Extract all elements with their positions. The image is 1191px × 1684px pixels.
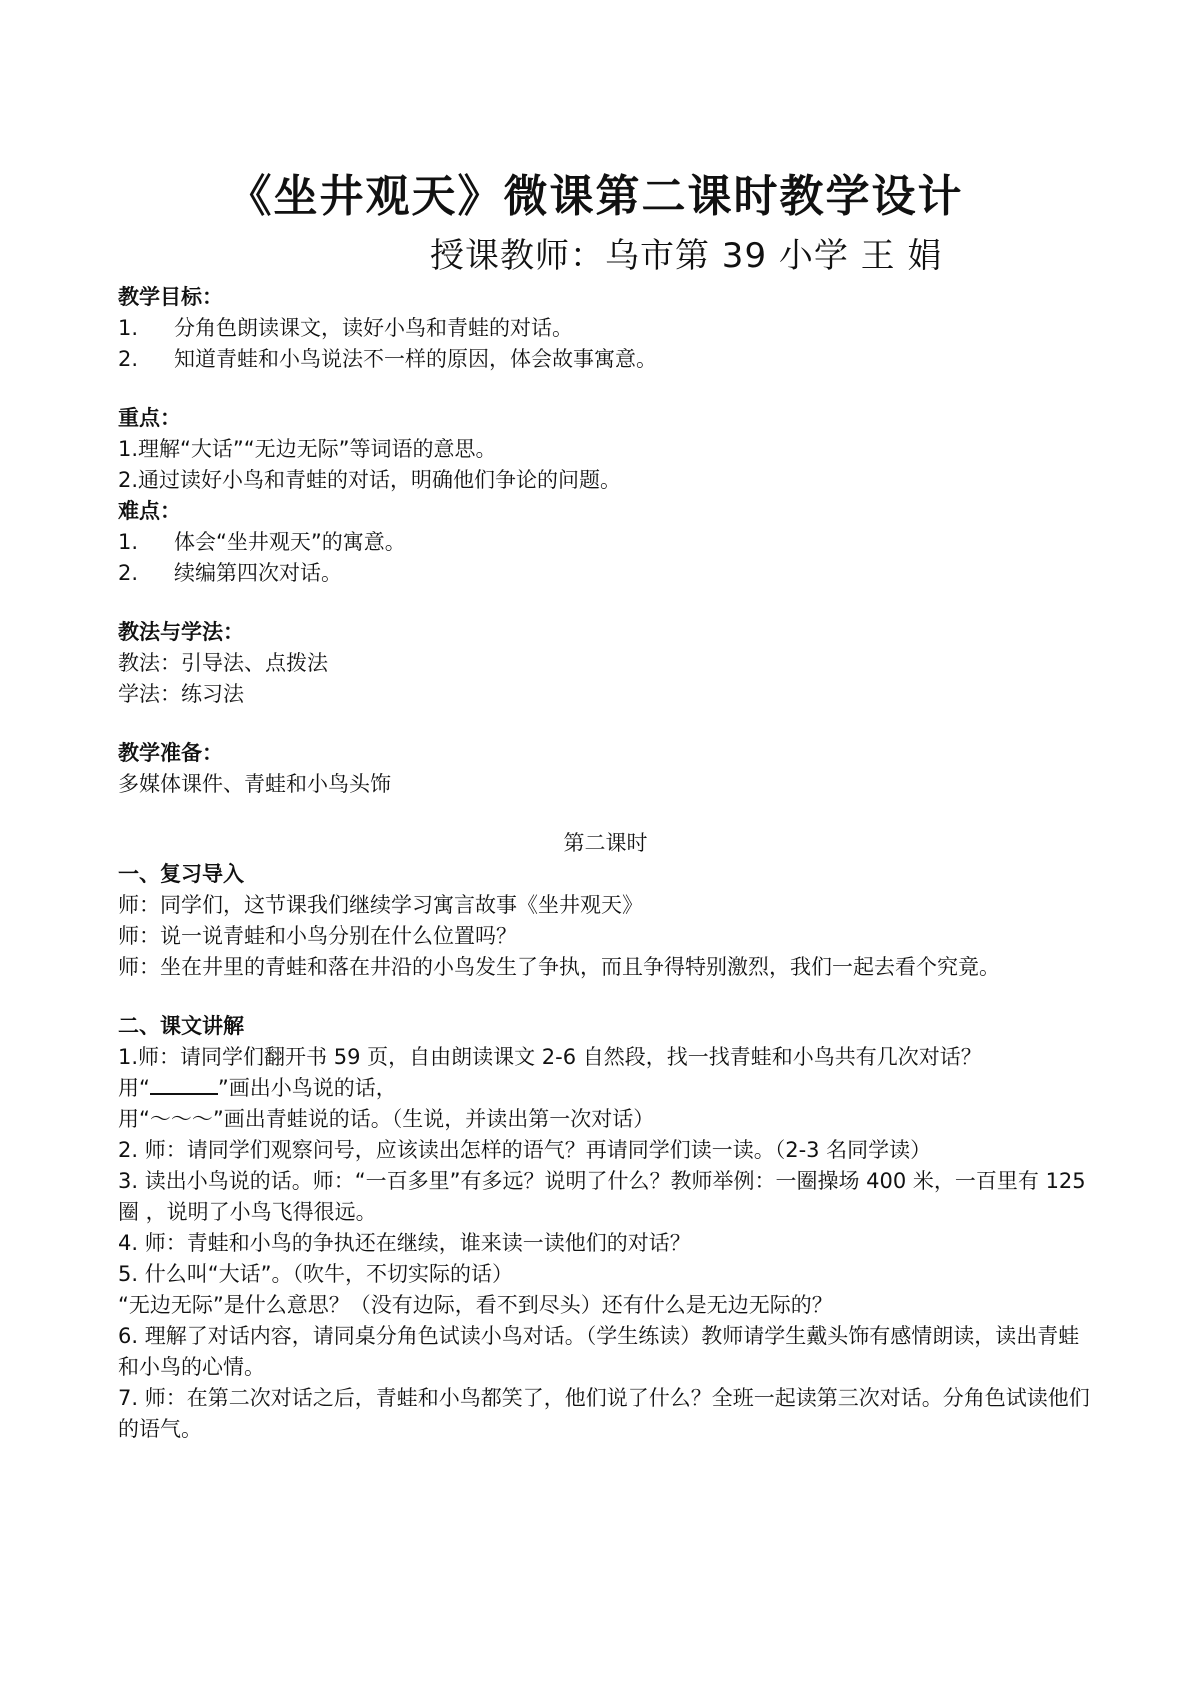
- section-text-line: 1.师：请同学们翻开书 59 页，自由朗读课文 2-6 自然段，找一找青蛙和小鸟共有几次对话？: [118, 1045, 982, 1069]
- difficulty-item: 1. 体会“坐井观天”的寓意。: [118, 530, 406, 554]
- difficulties-heading: 难点：: [118, 499, 181, 523]
- section-text-line: 3. 读出小鸟说的话。师：“一百多里”有多远？说明了什么？教师举例：一圈操场 400 米，一百里有 125 圈 ，说明了小鸟飞得很远。: [118, 1169, 1086, 1224]
- section-text-line: 7. 师：在第二次对话之后，青蛙和小鸟都笑了，他们说了什么？全班一起读第三次对话。分角色试读他们的语气。: [118, 1386, 1090, 1441]
- section-text-line: 用“～～～”画出青蛙说的话。（生说，并读出第一次对话）: [118, 1107, 655, 1131]
- section-text-line: 用“ ”画出小鸟说的话，: [118, 1073, 1093, 1104]
- lesson-label: 第二课时: [563, 831, 648, 855]
- key-point-item: 2.通过读好小鸟和青蛙的对话，明确他们争论的问题。: [118, 468, 622, 492]
- teacher-line: 授课教师：乌市第 39 小学 王 娟: [430, 236, 943, 276]
- difficulty-item: 2. 续编第四次对话。: [118, 561, 342, 585]
- section-review-line: 师：说一说青蛙和小鸟分别在什么位置吗？: [118, 924, 517, 948]
- preparation-heading: 教学准备：: [118, 741, 223, 765]
- learning-method: 学法：练习法: [118, 682, 244, 706]
- section-text-line: 2. 师：请同学们观察问号，应该读出怎样的语气？再请同学们读一读。（2-3 名同学读）: [118, 1138, 932, 1162]
- document-body: [118, 282, 1093, 1445]
- section-review-line: 师：同学们，这节课我们继续学习寓言故事《坐井观天》: [118, 893, 643, 917]
- underline-mark: [150, 1073, 218, 1095]
- section-text-line: 5. 什么叫“大话”。（吹牛，不切实际的话）: [118, 1262, 513, 1286]
- section-review-heading: 一、复习导入: [118, 862, 244, 886]
- preparation-text: 多媒体课件、青蛙和小鸟头饰: [118, 772, 391, 796]
- key-point-item: 1.理解“大话”“无边无际”等词语的意思。: [118, 437, 497, 461]
- objectives-heading: 教学目标：: [118, 285, 223, 309]
- section-text-line: 4. 师：青蛙和小鸟的争执还在继续，谁来读一读他们的对话？: [118, 1231, 691, 1255]
- section-review-line: 师：坐在井里的青蛙和落在井沿的小鸟发生了争执，而且争得特别激烈，我们一起去看个究竟。: [118, 955, 1000, 979]
- document-title: 《坐井观天》微课第二课时教学设计: [227, 171, 964, 222]
- section-text-line: 6. 理解了对话内容，请同桌分角色试读小鸟对话。（学生练读）教师请学生戴头饰有感情朗读，读出青蛙和小鸟的心情。: [118, 1324, 1080, 1379]
- section-text-line: “无边无际”是什么意思？（没有边际，看不到尽头）还有什么是无边无际的？: [118, 1293, 833, 1317]
- objective-item: 1. 分角色朗读课文，读好小鸟和青蛙的对话。: [118, 316, 573, 340]
- section-text-heading: 二、课文讲解: [118, 1014, 244, 1038]
- objective-item: 2. 知道青蛙和小鸟说法不一样的原因，体会故事寓意。: [118, 347, 657, 371]
- key-points-heading: 重点：: [118, 406, 181, 430]
- methods-heading: 教法与学法：: [118, 620, 244, 644]
- teaching-method: 教法：引导法、点拨法: [118, 651, 328, 675]
